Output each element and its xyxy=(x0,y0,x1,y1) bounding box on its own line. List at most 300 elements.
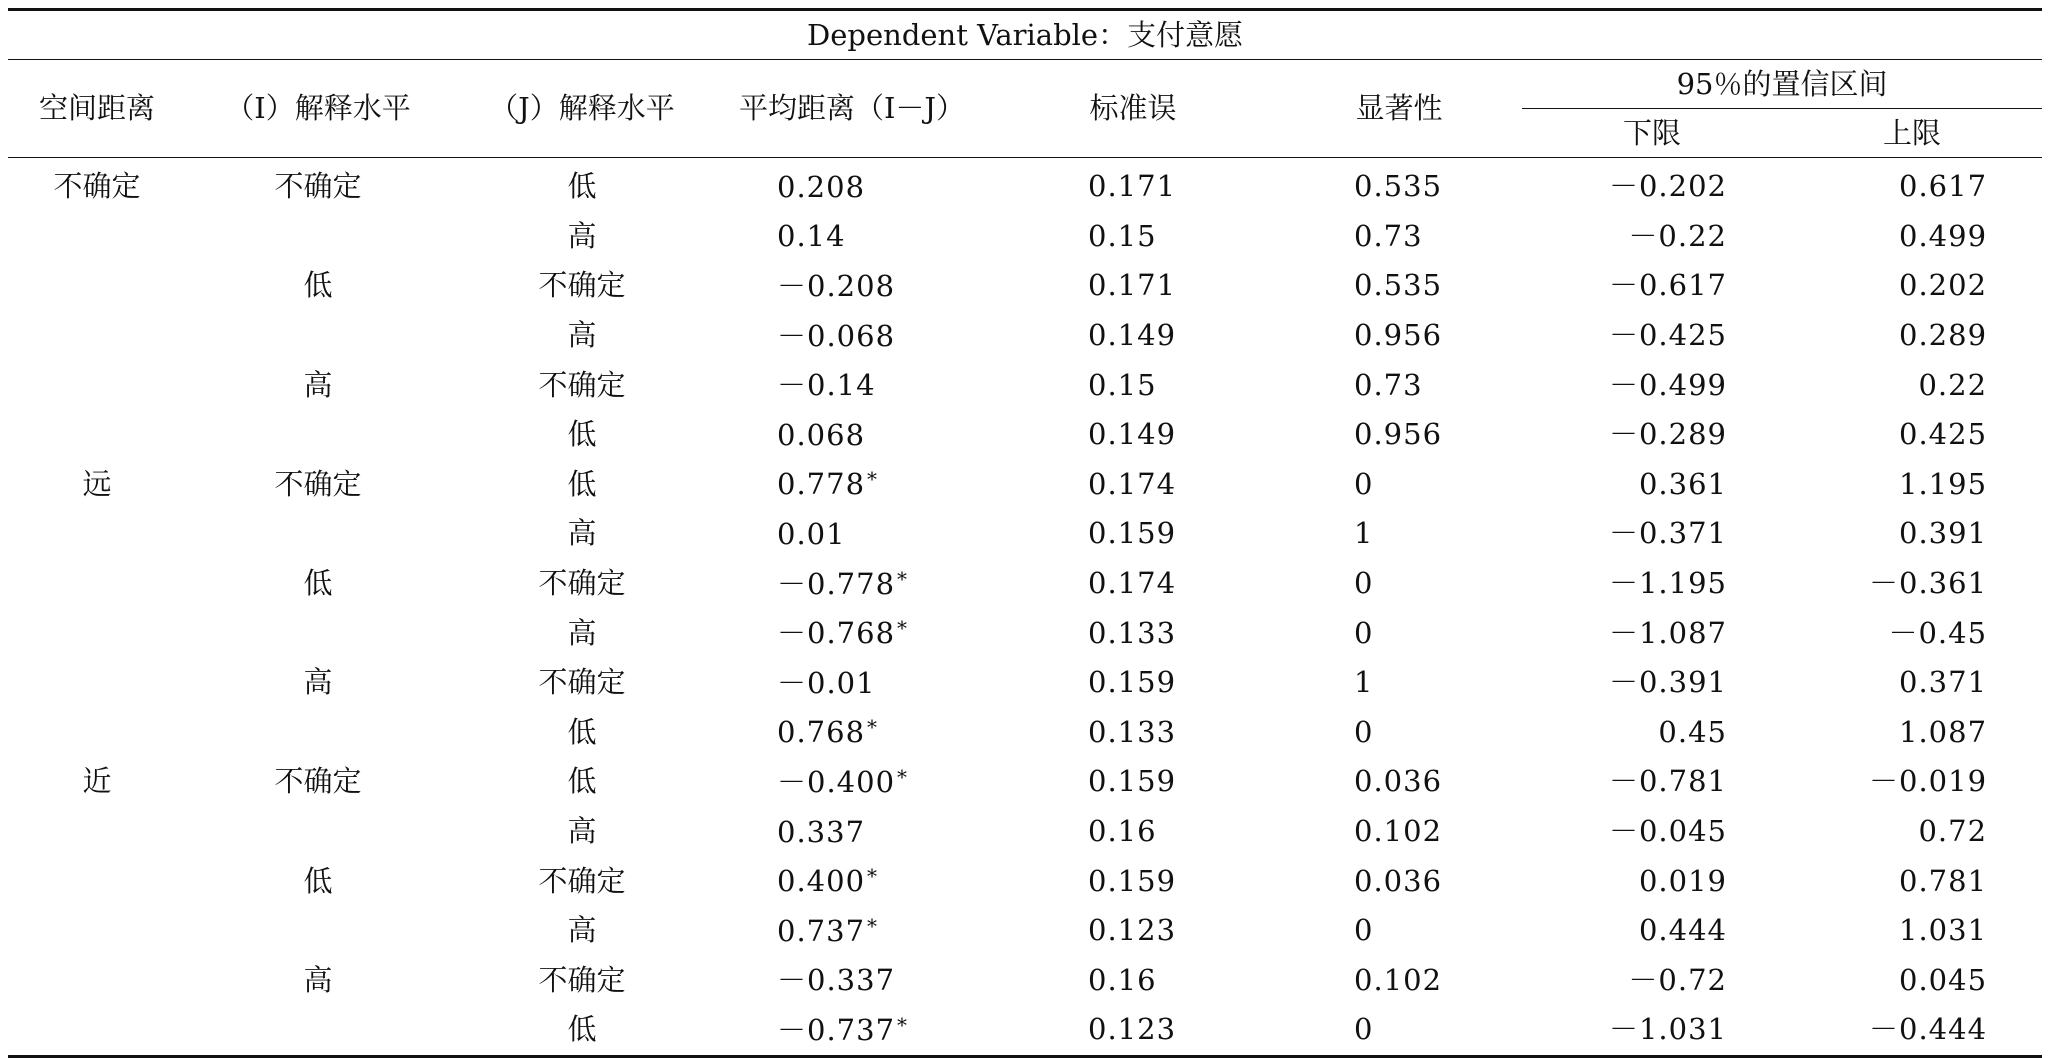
cell-standard-error xyxy=(990,261,1276,311)
cell-lower-bound-value: －0.72 xyxy=(1628,962,1727,997)
cell-i-level xyxy=(186,311,450,361)
cell-lower-bound xyxy=(1522,559,1782,609)
cell-standard-error-value: 0.149 xyxy=(1088,417,1177,452)
cell-significance-value: 0.956 xyxy=(1354,417,1443,452)
cell-upper-bound xyxy=(1782,807,2042,857)
cell-upper-bound-value: －0.019 xyxy=(1869,764,1988,799)
cell-upper-bound xyxy=(1782,311,2042,361)
cell-i-level xyxy=(186,212,450,262)
cell-j-level-value: 不确定 xyxy=(538,367,626,402)
cell-standard-error-value: 0.133 xyxy=(1088,714,1177,749)
table-row xyxy=(8,757,2042,807)
cell-j-level xyxy=(450,906,714,956)
cell-significance xyxy=(1276,212,1522,262)
cell-lower-bound-value: －0.202 xyxy=(1608,169,1727,204)
cell-mean-difference xyxy=(714,509,990,559)
cell-i-level-value: 高 xyxy=(303,665,333,700)
cell-upper-bound-value: 0.781 xyxy=(1899,863,1988,898)
cell-standard-error-value: 0.15 xyxy=(1088,218,1157,253)
cell-standard-error-value: 0.174 xyxy=(1088,466,1177,501)
cell-j-level xyxy=(450,956,714,1006)
header-standard-error: 标准误 xyxy=(990,60,1276,158)
mean-difference-wrapper xyxy=(777,169,927,204)
cell-j-level xyxy=(450,658,714,708)
cell-upper-bound-value: 0.499 xyxy=(1899,218,1988,253)
mean-difference-wrapper xyxy=(777,715,927,750)
cell-space-distance xyxy=(8,757,186,807)
cell-standard-error xyxy=(990,856,1276,906)
significance-star: * xyxy=(867,864,879,889)
cell-upper-bound-value: 1.087 xyxy=(1899,714,1988,749)
cell-i-level-value: 低 xyxy=(303,566,333,601)
cell-significance-value: 0.036 xyxy=(1354,863,1443,898)
cell-i-level xyxy=(186,956,450,1006)
cell-mean-difference-value: 0.208 xyxy=(777,169,866,204)
cell-mean-difference-value: －0.208 xyxy=(777,268,896,303)
cell-j-level-value: 高 xyxy=(567,814,597,849)
cell-j-level-value: 高 xyxy=(567,516,597,551)
cell-lower-bound-value: 0.45 xyxy=(1658,714,1727,749)
cell-j-level-value: 低 xyxy=(567,169,597,204)
cell-j-level xyxy=(450,212,714,262)
cell-significance-value: 0.102 xyxy=(1354,962,1443,997)
table-row xyxy=(8,212,2042,262)
cell-lower-bound xyxy=(1522,410,1782,460)
cell-mean-difference-value: －0.737 xyxy=(777,1012,896,1047)
cell-i-level xyxy=(186,460,450,510)
cell-lower-bound-value: －0.617 xyxy=(1608,268,1727,303)
table-row xyxy=(8,807,2042,857)
cell-standard-error xyxy=(990,410,1276,460)
cell-j-level xyxy=(450,1005,714,1056)
cell-j-level-value: 低 xyxy=(567,764,597,799)
cell-mean-difference xyxy=(714,658,990,708)
cell-j-level xyxy=(450,158,714,212)
cell-upper-bound xyxy=(1782,460,2042,510)
cell-lower-bound xyxy=(1522,807,1782,857)
mean-difference-wrapper xyxy=(777,417,927,452)
cell-significance xyxy=(1276,311,1522,361)
cell-significance-value: 0 xyxy=(1354,466,1374,501)
cell-j-level-value: 低 xyxy=(567,466,597,501)
table-row xyxy=(8,509,2042,559)
cell-significance-value: 0.956 xyxy=(1354,318,1443,353)
cell-space-distance xyxy=(8,158,186,212)
cell-significance-value: 0.036 xyxy=(1354,764,1443,799)
mean-difference-wrapper xyxy=(777,963,927,998)
table-row xyxy=(8,956,2042,1006)
cell-upper-bound-value: 1.195 xyxy=(1899,466,1988,501)
table-row xyxy=(8,410,2042,460)
cell-upper-bound xyxy=(1782,360,2042,410)
cell-significance-value: 1 xyxy=(1354,516,1374,551)
cell-upper-bound xyxy=(1782,856,2042,906)
cell-i-level xyxy=(186,360,450,410)
cell-lower-bound-value: 0.361 xyxy=(1638,466,1727,501)
cell-upper-bound-value: －0.361 xyxy=(1869,566,1988,601)
cell-lower-bound xyxy=(1522,509,1782,559)
cell-j-level xyxy=(450,559,714,609)
cell-upper-bound-value: 0.045 xyxy=(1899,962,1988,997)
cell-mean-difference-value: 0.14 xyxy=(777,219,846,254)
table-row xyxy=(8,158,2042,212)
header-j-level: （J）解释水平 xyxy=(450,60,714,158)
mean-difference-wrapper xyxy=(777,219,927,254)
cell-upper-bound xyxy=(1782,757,2042,807)
comparison-table-container xyxy=(8,8,2042,1058)
significance-star: * xyxy=(897,566,909,591)
cell-i-level xyxy=(186,559,450,609)
cell-mean-difference xyxy=(714,608,990,658)
cell-standard-error-value: 0.123 xyxy=(1088,913,1177,948)
table-row xyxy=(8,311,2042,361)
cell-significance xyxy=(1276,608,1522,658)
table-row xyxy=(8,1005,2042,1056)
cell-lower-bound xyxy=(1522,708,1782,758)
header-confidence-interval: 95％的置信区间 xyxy=(1522,60,2042,109)
significance-star: * xyxy=(867,913,879,938)
table-row xyxy=(8,856,2042,906)
cell-j-level xyxy=(450,608,714,658)
cell-i-level xyxy=(186,509,450,559)
cell-upper-bound-value: 0.289 xyxy=(1899,318,1988,353)
cell-standard-error xyxy=(990,1005,1276,1056)
mean-difference-wrapper xyxy=(777,318,927,353)
cell-j-level xyxy=(450,410,714,460)
cell-lower-bound xyxy=(1522,658,1782,708)
table-row xyxy=(8,658,2042,708)
cell-space-distance xyxy=(8,807,186,857)
cell-space-distance xyxy=(8,410,186,460)
cell-space-distance xyxy=(8,212,186,262)
cell-mean-difference xyxy=(714,212,990,262)
cell-j-level-value: 不确定 xyxy=(538,665,626,700)
header-space-distance: 空间距离 xyxy=(8,60,186,158)
cell-lower-bound-value: －1.087 xyxy=(1608,615,1727,650)
header-lower-bound: 下限 xyxy=(1522,109,1782,158)
cell-upper-bound xyxy=(1782,956,2042,1006)
cell-mean-difference-value: －0.068 xyxy=(777,318,896,353)
cell-mean-difference xyxy=(714,460,990,510)
cell-significance xyxy=(1276,708,1522,758)
cell-mean-difference-value: 0.01 xyxy=(777,516,846,551)
cell-mean-difference xyxy=(714,158,990,212)
cell-space-distance xyxy=(8,559,186,609)
cell-standard-error-value: 0.159 xyxy=(1088,665,1177,700)
cell-lower-bound-value: －0.045 xyxy=(1608,814,1727,849)
cell-j-level xyxy=(450,460,714,510)
cell-significance-value: 0 xyxy=(1354,714,1374,749)
cell-i-level xyxy=(186,410,450,460)
cell-j-level xyxy=(450,856,714,906)
cell-significance-value: 0 xyxy=(1354,615,1374,650)
cell-lower-bound-value: －0.371 xyxy=(1608,516,1727,551)
table-row xyxy=(8,608,2042,658)
cell-mean-difference-value: －0.337 xyxy=(777,963,896,998)
cell-j-level xyxy=(450,757,714,807)
table-row xyxy=(8,708,2042,758)
cell-mean-difference-value: 0.068 xyxy=(777,417,866,452)
table-body xyxy=(8,158,2042,1057)
cell-upper-bound-value: 1.031 xyxy=(1899,913,1988,948)
cell-standard-error-value: 0.133 xyxy=(1088,615,1177,650)
cell-lower-bound-value: －0.289 xyxy=(1608,417,1727,452)
cell-mean-difference-value: －0.768 xyxy=(777,616,896,651)
cell-mean-difference-value: 0.778 xyxy=(777,467,866,502)
cell-upper-bound-value: 0.202 xyxy=(1899,268,1988,303)
cell-lower-bound-value: －0.425 xyxy=(1608,318,1727,353)
mean-difference-wrapper xyxy=(777,467,927,502)
cell-upper-bound-value: 0.371 xyxy=(1899,665,1988,700)
cell-mean-difference xyxy=(714,708,990,758)
cell-lower-bound-value: －0.391 xyxy=(1608,665,1727,700)
cell-upper-bound xyxy=(1782,509,2042,559)
cell-upper-bound-value: －0.45 xyxy=(1888,615,1988,650)
cell-significance xyxy=(1276,261,1522,311)
cell-mean-difference xyxy=(714,311,990,361)
cell-lower-bound xyxy=(1522,158,1782,212)
cell-standard-error-value: 0.149 xyxy=(1088,318,1177,353)
cell-upper-bound xyxy=(1782,658,2042,708)
cell-standard-error xyxy=(990,956,1276,1006)
cell-j-level-value: 低 xyxy=(567,714,597,749)
table-row xyxy=(8,261,2042,311)
cell-mean-difference xyxy=(714,856,990,906)
cell-standard-error-value: 0.159 xyxy=(1088,764,1177,799)
cell-significance-value: 0 xyxy=(1354,566,1374,601)
mean-difference-wrapper xyxy=(777,616,927,651)
cell-lower-bound xyxy=(1522,360,1782,410)
cell-upper-bound-value: 0.617 xyxy=(1899,169,1988,204)
cell-space-distance xyxy=(8,261,186,311)
cell-significance-value: 0.102 xyxy=(1354,814,1443,849)
cell-space-distance xyxy=(8,658,186,708)
cell-space-distance xyxy=(8,360,186,410)
cell-significance xyxy=(1276,956,1522,1006)
cell-standard-error-value: 0.16 xyxy=(1088,814,1157,849)
mean-difference-wrapper xyxy=(777,665,927,700)
cell-significance xyxy=(1276,807,1522,857)
cell-lower-bound-value: －1.031 xyxy=(1608,1012,1727,1047)
cell-significance xyxy=(1276,1005,1522,1056)
cell-j-level xyxy=(450,807,714,857)
mean-difference-wrapper xyxy=(777,1012,927,1047)
cell-j-level-value: 不确定 xyxy=(538,863,626,898)
significance-star: * xyxy=(897,764,909,789)
cell-lower-bound-value: 0.019 xyxy=(1638,863,1727,898)
multiple-comparison-table xyxy=(8,8,2042,1058)
cell-i-level xyxy=(186,757,450,807)
cell-significance-value: 0 xyxy=(1354,1012,1374,1047)
cell-space-distance xyxy=(8,1005,186,1056)
cell-j-level xyxy=(450,509,714,559)
cell-lower-bound-value: －0.781 xyxy=(1608,764,1727,799)
cell-j-level-value: 高 xyxy=(567,913,597,948)
cell-i-level xyxy=(186,261,450,311)
cell-space-distance xyxy=(8,311,186,361)
mean-difference-wrapper xyxy=(777,814,927,849)
cell-i-level-value: 不确定 xyxy=(274,764,362,799)
significance-star: * xyxy=(867,467,879,492)
cell-i-level-value: 低 xyxy=(303,268,333,303)
cell-significance xyxy=(1276,906,1522,956)
cell-standard-error xyxy=(990,212,1276,262)
cell-significance xyxy=(1276,757,1522,807)
cell-standard-error-value: 0.159 xyxy=(1088,863,1177,898)
cell-j-level xyxy=(450,311,714,361)
cell-standard-error-value: 0.123 xyxy=(1088,1012,1177,1047)
header-mean-difference: 平均距离（I－J） xyxy=(714,60,990,158)
cell-mean-difference-value: 0.337 xyxy=(777,814,866,849)
cell-j-level-value: 不确定 xyxy=(538,962,626,997)
cell-i-level xyxy=(186,708,450,758)
cell-standard-error xyxy=(990,658,1276,708)
header-significance: 显著性 xyxy=(1276,60,1522,158)
cell-standard-error xyxy=(990,158,1276,212)
cell-i-level xyxy=(186,608,450,658)
cell-standard-error xyxy=(990,559,1276,609)
header-upper-bound: 上限 xyxy=(1782,109,2042,158)
cell-significance-value: 0.535 xyxy=(1354,169,1443,204)
table-title: Dependent Variable：支付意愿 xyxy=(8,10,2042,60)
cell-significance-value: 0.535 xyxy=(1354,268,1443,303)
cell-standard-error xyxy=(990,608,1276,658)
cell-significance-value: 0.73 xyxy=(1354,218,1423,253)
cell-significance xyxy=(1276,856,1522,906)
cell-significance xyxy=(1276,509,1522,559)
cell-j-level-value: 高 xyxy=(567,218,597,253)
cell-lower-bound xyxy=(1522,608,1782,658)
cell-mean-difference xyxy=(714,1005,990,1056)
cell-upper-bound xyxy=(1782,410,2042,460)
mean-difference-wrapper xyxy=(777,516,927,551)
cell-standard-error xyxy=(990,906,1276,956)
cell-significance-value: 1 xyxy=(1354,665,1374,700)
cell-i-level-value: 高 xyxy=(303,962,333,997)
cell-upper-bound xyxy=(1782,261,2042,311)
cell-standard-error xyxy=(990,311,1276,361)
table-row xyxy=(8,559,2042,609)
cell-mean-difference-value: 0.400 xyxy=(777,864,866,899)
cell-i-level xyxy=(186,158,450,212)
cell-j-level-value: 不确定 xyxy=(538,566,626,601)
cell-standard-error xyxy=(990,460,1276,510)
cell-j-level-value: 低 xyxy=(567,417,597,452)
cell-lower-bound xyxy=(1522,212,1782,262)
cell-mean-difference xyxy=(714,261,990,311)
cell-standard-error-value: 0.171 xyxy=(1088,169,1177,204)
cell-space-distance-value: 近 xyxy=(82,764,112,799)
cell-standard-error xyxy=(990,757,1276,807)
significance-star: * xyxy=(867,715,879,740)
cell-lower-bound-value: －1.195 xyxy=(1608,566,1727,601)
significance-star: * xyxy=(897,616,909,641)
cell-significance xyxy=(1276,658,1522,708)
mean-difference-wrapper xyxy=(777,913,927,948)
cell-i-level xyxy=(186,807,450,857)
cell-space-distance xyxy=(8,460,186,510)
cell-j-level-value: 高 xyxy=(567,318,597,353)
cell-standard-error xyxy=(990,708,1276,758)
mean-difference-wrapper xyxy=(777,566,927,601)
cell-significance xyxy=(1276,360,1522,410)
cell-space-distance xyxy=(8,708,186,758)
cell-mean-difference-value: 0.737 xyxy=(777,913,866,948)
mean-difference-wrapper xyxy=(777,864,927,899)
header-i-level: （I）解释水平 xyxy=(186,60,450,158)
cell-i-level-value: 低 xyxy=(303,863,333,898)
table-row xyxy=(8,460,2042,510)
cell-significance xyxy=(1276,460,1522,510)
cell-upper-bound-value: 0.22 xyxy=(1918,367,1988,402)
cell-upper-bound-value: －0.444 xyxy=(1869,1012,1988,1047)
cell-mean-difference xyxy=(714,559,990,609)
cell-mean-difference xyxy=(714,807,990,857)
cell-standard-error-value: 0.171 xyxy=(1088,268,1177,303)
cell-standard-error-value: 0.174 xyxy=(1088,566,1177,601)
significance-star: * xyxy=(897,1012,909,1037)
cell-lower-bound xyxy=(1522,311,1782,361)
mean-difference-wrapper xyxy=(777,368,927,403)
cell-j-level xyxy=(450,708,714,758)
cell-significance-value: 0 xyxy=(1354,913,1374,948)
cell-space-distance xyxy=(8,856,186,906)
cell-standard-error xyxy=(990,509,1276,559)
mean-difference-wrapper xyxy=(777,764,927,799)
table-row xyxy=(8,906,2042,956)
cell-i-level xyxy=(186,856,450,906)
cell-lower-bound-value: －0.22 xyxy=(1628,218,1727,253)
cell-significance xyxy=(1276,158,1522,212)
cell-j-level-value: 低 xyxy=(567,1012,597,1047)
cell-upper-bound xyxy=(1782,708,2042,758)
cell-standard-error xyxy=(990,360,1276,410)
cell-space-distance-value: 不确定 xyxy=(53,169,141,204)
cell-upper-bound-value: 0.391 xyxy=(1899,516,1988,551)
cell-mean-difference-value: －0.400 xyxy=(777,764,896,799)
cell-mean-difference-value: －0.14 xyxy=(777,368,876,403)
cell-mean-difference xyxy=(714,360,990,410)
cell-i-level-value: 高 xyxy=(303,367,333,402)
cell-lower-bound xyxy=(1522,856,1782,906)
cell-upper-bound xyxy=(1782,1005,2042,1056)
cell-mean-difference-value: 0.768 xyxy=(777,715,866,750)
cell-i-level-value: 不确定 xyxy=(274,466,362,501)
cell-mean-difference xyxy=(714,410,990,460)
cell-upper-bound-value: 0.72 xyxy=(1918,814,1988,849)
cell-lower-bound xyxy=(1522,261,1782,311)
cell-lower-bound xyxy=(1522,1005,1782,1056)
cell-standard-error-value: 0.15 xyxy=(1088,367,1157,402)
cell-mean-difference xyxy=(714,906,990,956)
cell-mean-difference xyxy=(714,757,990,807)
cell-j-level xyxy=(450,261,714,311)
cell-lower-bound-value: 0.444 xyxy=(1638,913,1727,948)
mean-difference-wrapper xyxy=(777,268,927,303)
cell-standard-error-value: 0.16 xyxy=(1088,962,1157,997)
cell-i-level-value: 不确定 xyxy=(274,169,362,204)
cell-significance-value: 0.73 xyxy=(1354,367,1423,402)
cell-significance xyxy=(1276,410,1522,460)
cell-upper-bound xyxy=(1782,158,2042,212)
cell-space-distance xyxy=(8,956,186,1006)
cell-upper-bound xyxy=(1782,559,2042,609)
cell-mean-difference-value: －0.01 xyxy=(777,665,876,700)
cell-i-level xyxy=(186,1005,450,1056)
cell-lower-bound xyxy=(1522,757,1782,807)
cell-lower-bound xyxy=(1522,906,1782,956)
cell-space-distance xyxy=(8,608,186,658)
